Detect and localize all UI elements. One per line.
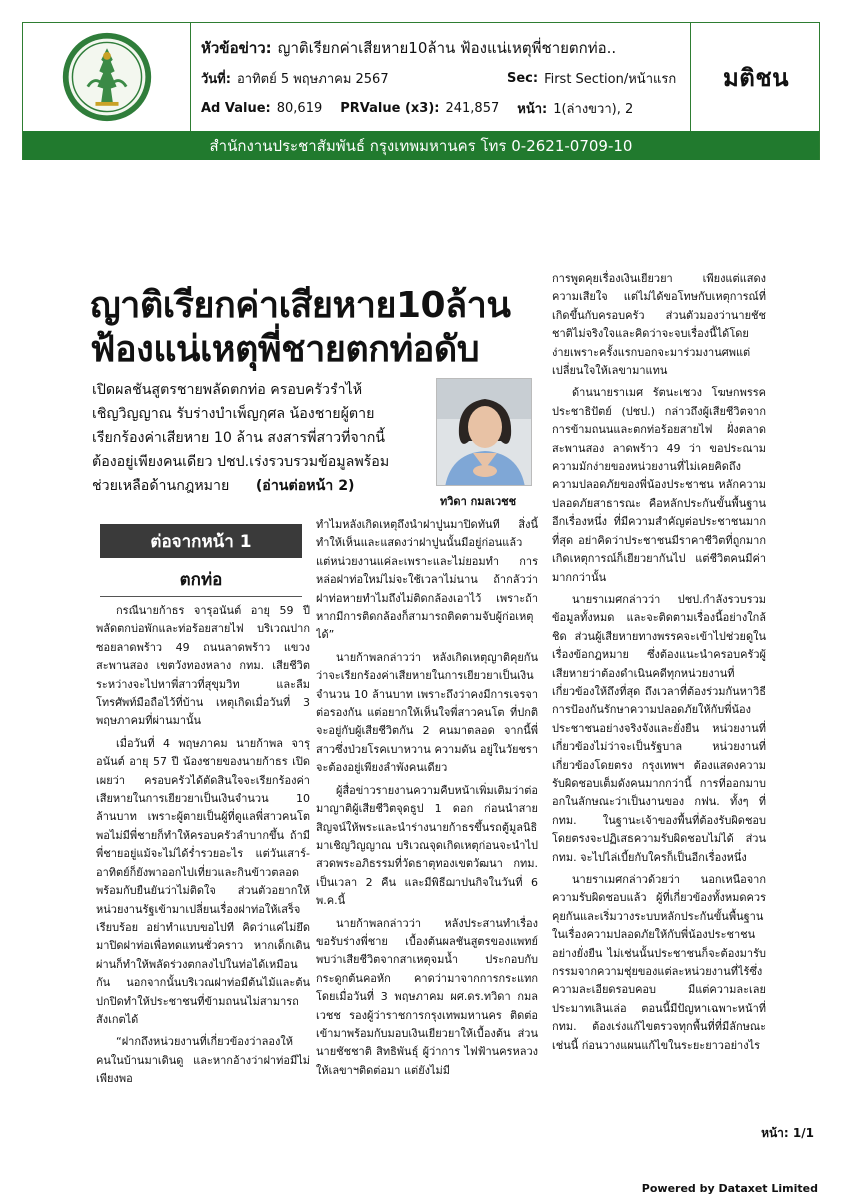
portrait-photo bbox=[436, 378, 532, 486]
headline-line-1: ญาติเรียกค่าเสียหาย10ล้าน bbox=[90, 285, 511, 326]
paragraph: เมื่อวันที่ 4 พฤษภาคม นายก้าพล จารุอนันต์ อายุ 57 ปี น้องชายของนายก้าธร เปิดเผยว่า ครอบครัวได้ตัดสินใจจะเรียกร้องค่าเสียหายในการเยียวยาเป็นเงินจำนวน 10 ล้านบาท เพราะผู้ตายเป็นผู้ที่ดูแลพี่สาวคนโต พอไม่มีพี่ชายก็ทำให้ครอบครัวลำบากขึ้น ถ้ามีพี่ชายอยู่แม้จะไม่ได้ร่ำรวยอะไร แต่วันเสาร์-อาทิตย์ก็ยังพาออกไปเที่ยวและกินข้าวตลอดพร้อมกับยืนยันว่าไม่ติดใจ ส่วนตัวอยากให้หน่วยงานรัฐเข้ามาเปลี่ยนเรื่องฝาท่อให้เสร็จเรียบร้อย อย่าทำแบบขอไปที คิดว่าแค่ไม่ยึดมาปิดฝาท่อเพื่อทดแทนชั่วคราว หากเด็กเดินผ่านก็ทำให้พลัดร่วงตกลงไปในท่อได้เหมือนกัน นอกจากนั้นบริเวณฝาท่อมีต้นไม้และต้นปกปิดทำให้ประชาชนที่ข้ามถนนไม่สามารถสังเกตได้ bbox=[96, 736, 310, 1026]
article-column-1 bbox=[96, 602, 310, 1182]
powered-by: Powered by Dataxet Limited bbox=[641, 1182, 818, 1195]
page-number-label: หน้า: bbox=[761, 1126, 789, 1140]
paragraph: นายก้าพลกล่าวว่า หลังเกิดเหตุญาติคุยกันว่าจะเรียกร้องค่าเสียหายในการเยียวยาเป็นเงินจำนวน 10 ล้านบาท เพราะถึงว่าคงมีการเจรจาต่อรองกัน แต่อยากให้เห็นใจพี่สาวคนโต ที่ปกติจะอยู่กับผู้เสียชีวิตกัน 2 คนมาตลอด จากนี้พี่สาวซึ่งป่วยโรคเบาหวาน ความดัน อยู่ในวัยชราจะต้องอยู่เพียงลำพังคนเดียว bbox=[316, 650, 538, 775]
page-label: หน้า: bbox=[517, 101, 548, 117]
read-more: (อ่านต่อหน้า 2) bbox=[255, 478, 355, 494]
paragraph: นายราเมศกล่าวด้วยว่า นอกเหนือจากความรับผิดชอบแล้ว ผู้ที่เกี่ยวข้องทั้งหมดควรคุยกันและเริ่มวางระบบหลักประกันขั้นพื้นฐานในเรื่องความปลอดภัยให้กับพี่น้องประชาชนอย่างยั่งยืน ไม่เช่นนั้นประชาชนก็จะต้องมารับกรรมจากความชุ่ยของแต่ละหน่วยงานที่ไร้ซึ่งความละเอียดรอบคอบ มีแต่ความละเลยประมาทเลินเล่อ ตอนนี้มีปัญหาเฉพาะหน้าที่ กทม. ต้องเร่งแก้ไขตรวจทุกพื้นที่ที่มีลักษณะเช่นนี้ ก่อนวางแผนแก้ไขในระยะยาวอย่างไร bbox=[552, 873, 766, 1052]
clipping-header bbox=[22, 22, 820, 160]
continued-from-page-label: ต่อจากหน้า 1 bbox=[100, 524, 302, 558]
office-bar: สำนักงานประชาสัมพันธ์ กรุงเทพมหานคร โทร 0-2621-0709-10 bbox=[23, 131, 819, 160]
value-row bbox=[201, 93, 680, 123]
headline-row bbox=[201, 33, 680, 63]
date-label: วันที่: bbox=[201, 71, 231, 87]
paragraph: ผู้สื่อข่าวรายงานความคืบหน้าเพิ่มเติมว่าต่อมาญาติผู้เสียชีวิตจุดธูป 1 ดอก ก่อนนำสายสิญจน์ให้พระและนำร่างนายก้าธรขึ้นรถตู้มูลนิธิมาเชิญวิญญาณ บริเวณจุดเกิดเหตุก่อนจะนำไปสวดพระอภิธรรมที่วัดธาตุทองเขตวัฒนา กทม. เป็นเวลา 2 คืน และมีพิธีฌาปนกิจในวันที่ 6 พ.ค.นี้ bbox=[316, 783, 538, 908]
publication-name: มติชน bbox=[722, 63, 790, 92]
photo-caption: ทวิดา กมลเวชช bbox=[440, 495, 517, 508]
lede-line: เรียกร้องค่าเสียหาย 10 ล้าน สงสารพี่สาวที่จากนี้ bbox=[92, 430, 385, 446]
paragraph: ทำไมหลังเกิดเหตุถึงนำฝาปูนมาปิดทันที สิ่งนี้ทำให้เห็นและแสดงว่าฝาปูนนั้นมีอยู่ก่อนแล้ว แต่หน่วยงานแค่ละเพราะและไม่ยอมทำ การหล่อฝาท่อใหม่ไม่จะใช้เวลาไม่นาน ถ้ากลัวว่าฝาท่อหายทำไมถึงไม่ติดกล้องเอาไว้ เพราะถ้าหากมีการติดกล้องก็สามารถติดตามจับผู้ก่อเหตุได้” bbox=[316, 518, 538, 642]
ad-value: 80,619 bbox=[276, 100, 323, 116]
section-value: First Section/หน้าแรก bbox=[544, 71, 677, 87]
lede-line: ต้องอยู่เพียงคนเดียว ปชป.เร่งรวบรวมข้อมูลพร้อม bbox=[92, 454, 390, 470]
article-column-3 bbox=[552, 270, 766, 1150]
headline-value: ญาติเรียกค่าเสียหาย10ล้าน ฟ้องแน่เหตุพี่ชายตกท่อ.. bbox=[277, 39, 617, 57]
page-number-value: 1/1 bbox=[792, 1126, 814, 1140]
paragraph: ด้านนายราเมศ รัตนะเชวง โฆษกพรรคประชาธิปัตย์ (ปชป.) กล่าวถึงผู้เสียชีวิตจากการข้ามถนนและตกท่อร้อยสายไฟ ฝั่งตลาดสะพานสอง ลาดพร้าว 49 ว่า ขอประณามความมักง่ายของหน่วยงานที่ไม่เคยคิดถึงความปลอดภัยของพี่น้องประชาชน หลักความปลอดภัยสาธารณะ คือหลักประกันขั้นพื้นฐานอีกเรื่องหนึ่ง ที่มีความสำคัญต่อประชาชนมากที่สุด อย่าคิดว่าประชาชนมีราคาชีวิตที่ถูกมากเกิดเหตุการณ์ก็เยียวยากันไป แต่ชีวิตคนมีค่ามากกว่านั้น bbox=[552, 386, 766, 584]
pr-value: 241,857 bbox=[445, 100, 500, 116]
paragraph: การพูดคุยเรื่องเงินเยียวยา เพียงแต่แสดงความเสียใจ แต่ไม่ได้ขอโทษกับเหตุการณ์ที่เกิดขึ้นกับครอบครัว ส่วนตัวมองว่านายชัชชาติไม่จริงใจและคิดว่าจะจบเรื่องนี้ได้โดยง่ายเพราะครั้งแรกบอกจะมาร่วมงานศพแต่เปลี่ยนใจให้เลขามาแทน bbox=[552, 272, 766, 378]
paragraph: “ฝากถึงหน่วยงานที่เกี่ยวข้องว่าลองให้คนในบ้านมาเดินดู และหากอ้างว่าฝาท่อมีไม่เพียงพอ bbox=[96, 1035, 310, 1086]
lede-line bbox=[92, 474, 432, 498]
clipping-info bbox=[191, 23, 691, 131]
date-value: อาทิตย์ 5 พฤษภาคม 2567 bbox=[236, 71, 389, 87]
article-lede bbox=[92, 378, 432, 498]
logo-cell bbox=[23, 23, 191, 131]
page-number bbox=[761, 1124, 814, 1143]
bangkok-seal-logo bbox=[59, 29, 155, 125]
date-row bbox=[201, 63, 680, 93]
lede-line: เปิดผลชันสูตรชายพลัดตกท่อ ครอบครัวรำไห้ bbox=[92, 382, 363, 398]
page-value: 1(ล่างขวา), 2 bbox=[553, 101, 634, 117]
article-headline bbox=[90, 284, 550, 372]
paragraph: นายก้าพลกล่าวว่า หลังประสานทำเรื่องขอรับร่างพี่ชาย เบื้องต้นผลชันสูตรของแพทย์พบว่าเสียชีวิตจากสาเหตุจมน้ำ ประกอบกับกระดูกต้นคอหัก คาดว่ามาจากการกระแทก โดยเมื่อวันที่ 3 พฤษภาคม ผศ.ดร.ทวิดา กมลเวชช รองผู้ว่าราชการกรุงเทพมหานคร ติดต่อเข้ามาพร้อมกับมอบเงินเยียวยาให้เบื้องต้น ส่วนนายชัชชาติ สิทธิพันธุ์ ผู้ว่าการ ไฟฟ้านครหลวง ให้เลขาฯติดต่อมา แต่ยังไม่มี bbox=[316, 916, 538, 1077]
headline-label: หัวข้อข่าว: bbox=[201, 39, 272, 57]
continued-subhead: ตกท่อ bbox=[179, 570, 223, 590]
lede-line-text: ช่วยเหลือด้านกฎหมาย bbox=[92, 478, 230, 494]
lede-line: เชิญวิญญาณ รับร่างบำเพ็ญกุศล น้องชายผู้ตาย bbox=[92, 406, 375, 422]
section-label: Sec: bbox=[506, 70, 539, 86]
pr-value-label: PRValue (x3): bbox=[340, 100, 440, 116]
ad-value-label: Ad Value: bbox=[201, 100, 271, 116]
article-column-2 bbox=[316, 516, 538, 1168]
paragraph: กรณีนายก้าธร จารุอนันต์ อายุ 59 ปี พลัดตกบ่อพักและท่อร้อยสายไฟ บริเวณปากซอยลาดพร้าว 49 ถนนลาดพร้าว แขวงสะพานสอง เขตวังทองหลาง กทม. เสียชีวิตระหว่างจะไปหาพี่สาวที่สุขุมวิท และลืมโทรศัพท์มือถือไว้ที่บ้าน เหตุเกิดเมื่อวันที่ 3 พฤษภาคมที่ผ่านมานั้น bbox=[96, 604, 310, 728]
subhead-divider bbox=[100, 596, 302, 597]
headline-line-2: ฟ้องแน่เหตุพี่ชายตกท่อดับ bbox=[90, 329, 480, 370]
portrait-image bbox=[437, 379, 532, 486]
paragraph: นายราเมศกล่าวว่า ปชป.กำลังรวบรวมข้อมูลทั้งหมด และจะติดตามเรื่องนี้อย่างใกล้ชิด ส่วนผู้เสียหายทางพรรคจะเข้าไปช่วยดูในเรื่องข้อกฎหมาย ซึ่งต้องแนะนำครอบครัวผู้เสียหายว่าต้องดำเนินคดีทุกหน่วยงานที่เกี่ยวข้องให้ถึงที่สุด ถึงเวลาที่ต้องร่วมกันหาวิธีการป้องกันรักษาความปลอดภัยให้กับพี่น้องประชาชนอย่างจริงจังและยั่งยืน หน่วยงานที่เกี่ยวข้องไม่ว่าจะเป็นรัฐบาล หน่วยงานที่เกี่ยวข้องโดยตรง กรุงเทพฯ ต้องแสดงความรับผิดชอบเต็มดังคนมากกว่านี้ การที่ออกมาบอกในลักษณะว่าเป็นงานของ กฟน. ทั้งๆ ที่ กทม. ในฐานะเจ้าของพื้นที่ต้องรับผิดชอบโดยตรงจะปฏิเสธความรับผิดชอบไม่ได้ ส่วน กทม. จะไปไล่เบี้ยกับใครก็เป็นอีกเรื่องหนึ่ง bbox=[552, 592, 766, 864]
